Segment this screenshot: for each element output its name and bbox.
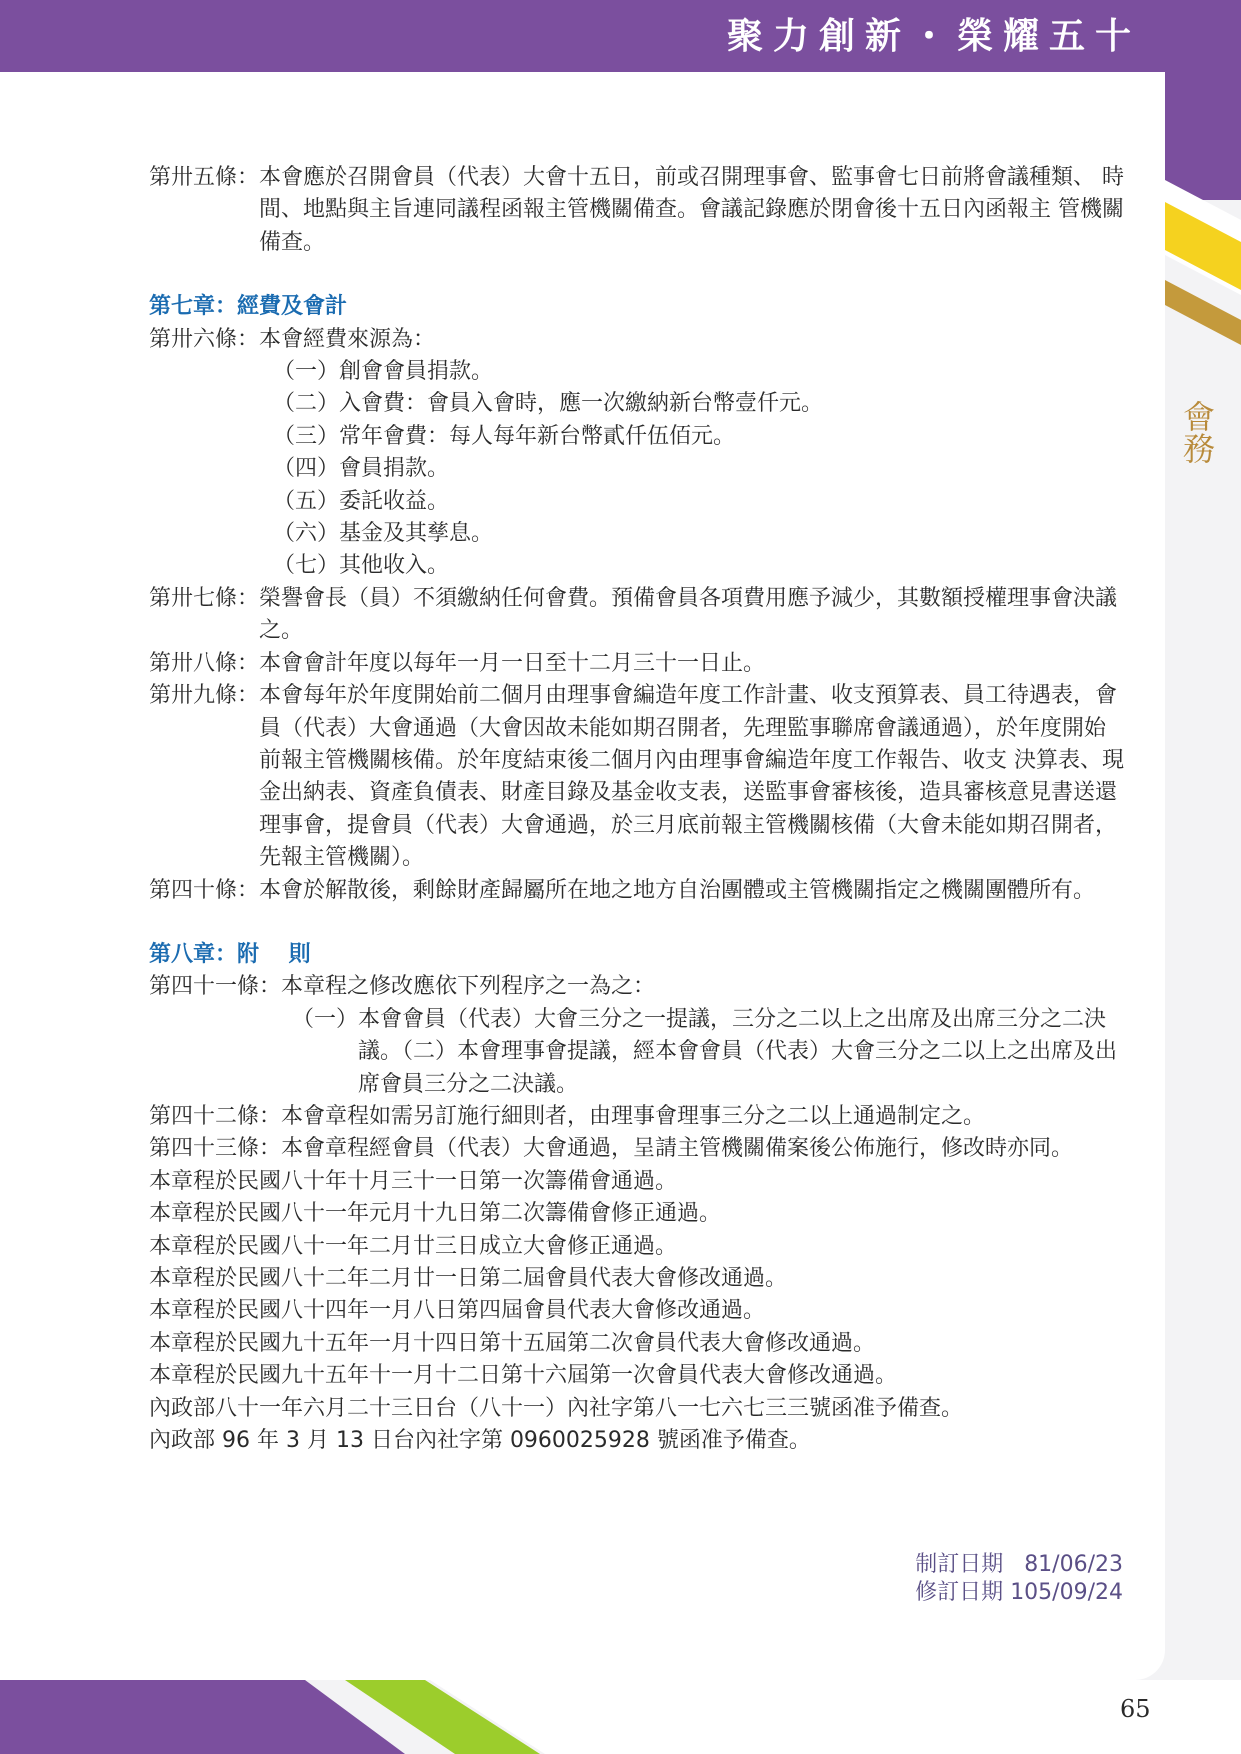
- history-line: 本章程於民國八十四年一月八日第四屆會員代表大會修改通過。: [149, 1298, 766, 1324]
- article-35: [149, 162, 1124, 259]
- document-body: [149, 162, 1124, 1457]
- article-41-procedure: [149, 1004, 1124, 1101]
- revised-date-label: 修訂日期: [915, 1580, 1004, 1605]
- history-line: 本章程於民國八十年十月三十一日第一次籌備會通過。: [149, 1168, 678, 1194]
- article-42: [149, 1101, 1124, 1133]
- article-37: [149, 583, 1124, 648]
- history-line: 本章程於民國八十二年二月廿一日第二屆會員代表大會修改通過。: [149, 1266, 788, 1291]
- header-slogan: 聚力創新・榮耀五十: [726, 15, 1141, 57]
- article-text: 本會於解散後，剩餘財產歸屬所在地之地方自治團體或主管機關指定之機關團體所有。: [259, 877, 1096, 903]
- article-text: 本會章程如需另訂施行細則者，由理事會理事三分之二以上通過制定之。: [281, 1103, 986, 1129]
- article-label: 第四十一條：: [149, 974, 282, 1000]
- article-label: 第卅六條：: [149, 326, 260, 352]
- history-line: 本章程於民國八十一年元月十九日第二次籌備會修正通過。: [149, 1201, 722, 1227]
- history-line: 內政部 96 年 3 月 13 日台內社字第 0960025928 號函准予備查。: [149, 1428, 811, 1454]
- article-text: 本會經費來源為：: [259, 326, 436, 352]
- article-41: [149, 971, 1124, 1003]
- list-item: （五）委託收益。: [273, 488, 450, 514]
- article-label: 第四十條：: [149, 877, 260, 903]
- chapter-7-title: 第七章：經費及會計: [149, 294, 348, 320]
- enacted-date-label: 制訂日期: [915, 1552, 1004, 1577]
- list-item: （四）會員捐款。: [273, 456, 450, 482]
- article-text: 本會應於召開會員（代表）大會十五日，前或召開理事會、監事會七日前將會議種類、 時間、地點與主旨連同議程函報主管機關備查。會議記錄應於閉會後十五日內函報主 管機關備查。: [259, 165, 1125, 255]
- list-item: （一）創會會員捐款。: [273, 359, 494, 385]
- revised-date-value: 105/09/24: [1010, 1580, 1123, 1605]
- procedure-marker: （一）: [292, 1006, 359, 1032]
- list-item: （三）常年會費：每人每年新台幣貳仟伍佰元。: [273, 423, 736, 449]
- article-label: 第卅五條：: [149, 165, 260, 190]
- article-label: 第卅八條：: [149, 650, 260, 676]
- history-line: 內政部八十一年六月二十三日台（八十一）內社字第八一七六七三三號函准予備查。: [149, 1395, 964, 1421]
- article-label: 第卅七條：: [149, 585, 260, 611]
- article-40: [149, 875, 1124, 907]
- side-purple-band: [1165, 60, 1241, 200]
- article-36: [149, 324, 1124, 356]
- article-43: [149, 1133, 1124, 1165]
- article-39: [149, 680, 1124, 874]
- article-text: 本章程之修改應依下列程序之一為之：: [281, 974, 656, 1000]
- enacted-date-value: 81/06/23: [1024, 1552, 1123, 1577]
- enacted-date-row: [915, 1551, 1123, 1579]
- article-text: 榮譽會長（員）不須繳納任何會費。預備會員各項費用應予減少，其數額授權理事會決議之。: [259, 585, 1118, 644]
- article-label: 第四十三條：: [149, 1136, 282, 1162]
- list-item: （二）入會費：會員入會時，應一次繳納新台幣壹仟元。: [273, 391, 824, 417]
- article-label: 第四十二條：: [149, 1103, 282, 1129]
- article-text: 本會每年於年度開始前二個月由理事會編造年度工作計畫、收支預算表、員工待遇表，會員（代表）大會通過（大會因故未能如期召開者，先理監事聯席會議通過），於年度開始前報主管機關核備。於年度結束後二個月內由理事會編造年度工作報告、收支 決算表、現金出納表、資產負債表、財產目錄及基金收支表，送監事會審核後，造具審核意見書送還理事會，提會員（代表）大會通過，於三月底前報主管機關核備（大會未能如期召開者，先報主管機關）。: [259, 683, 1125, 871]
- revised-date-row: [915, 1579, 1123, 1607]
- section-label: 會務: [1178, 400, 1216, 464]
- history-line: 本章程於民國八十一年二月廿三日成立大會修正通過。: [149, 1233, 678, 1259]
- article-38: [149, 648, 1124, 680]
- list-item: （六）基金及其孳息。: [273, 521, 494, 547]
- chapter-8-title: 第八章：附 則: [149, 941, 311, 967]
- footer-band: [0, 1680, 1241, 1754]
- history-line: 本章程於民國九十五年十一月十二日第十六屆第一次會員代表大會修改通過。: [149, 1363, 898, 1389]
- history-line: 本章程於民國九十五年一月十四日第十五屆第二次會員代表大會修改通過。: [149, 1330, 876, 1356]
- page-number: 65: [1120, 1695, 1151, 1723]
- revision-dates: [915, 1551, 1123, 1607]
- article-text: 本會會計年度以每年一月一日至十二月三十一日止。: [259, 650, 766, 676]
- article-label: 第卅九條：: [149, 683, 260, 709]
- side-stripes: [1165, 180, 1241, 350]
- article-text: 本會章程經會員（代表）大會通過，呈請主管機關備案後公佈施行，修改時亦同。: [281, 1136, 1074, 1162]
- list-item: （七）其他收入。: [273, 553, 450, 579]
- procedure-text: 本會會員（代表）大會三分之一提議，三分之二以上之出席及出席三分之二決議。（二）本會理事會提議，經本會會員（代表）大會三分之二以上之出席及出席會員三分之二決議。: [358, 1006, 1118, 1097]
- stripe-gold: [1165, 280, 1241, 345]
